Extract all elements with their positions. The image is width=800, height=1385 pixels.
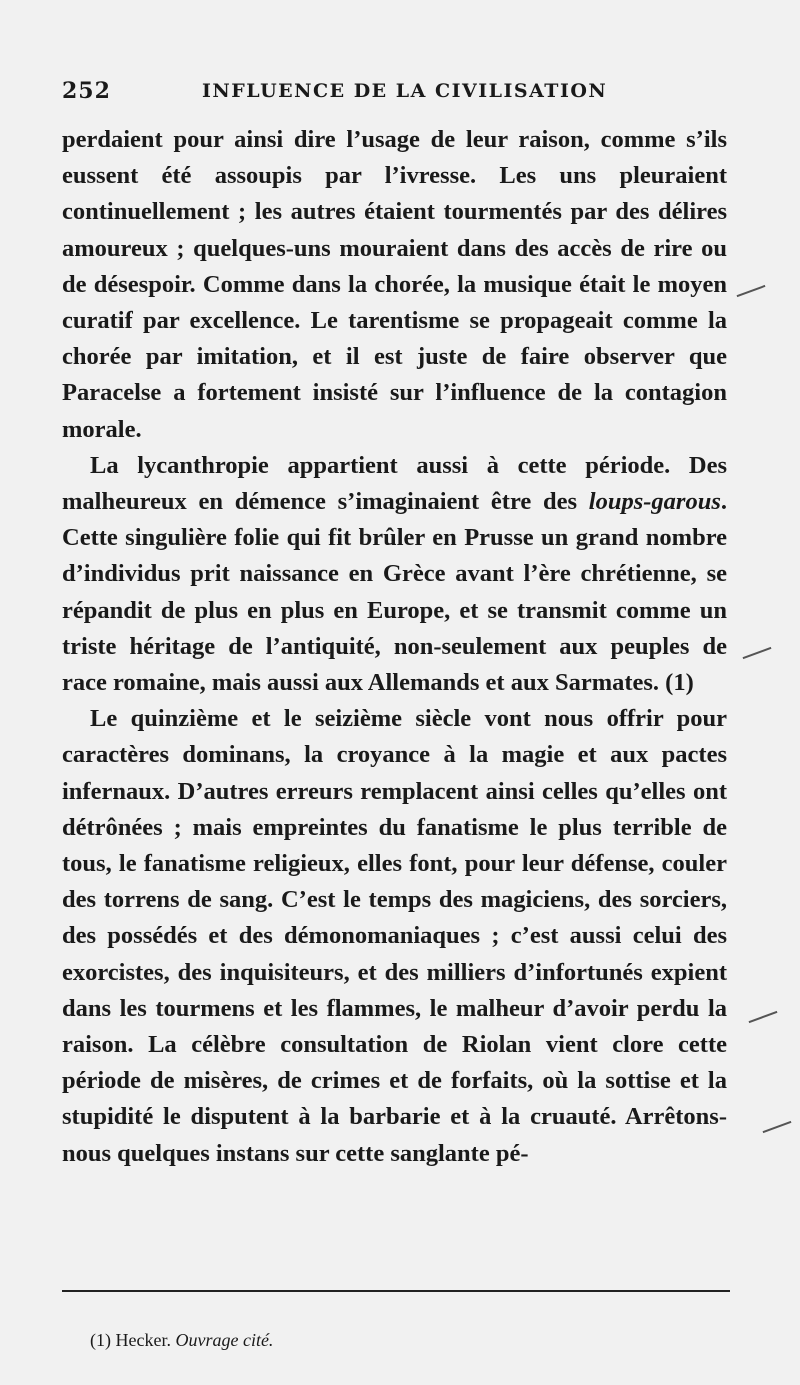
- paragraph-2-text-after: . Cette singulière folie qui fit brûler en Prusse un grand nombre d’individus prit naissance en Grèce avant l’ère chrétienne, se répandit de plus en plus en Europe, et se transmit comme un triste héritage de l’antiquité, non-seulement aux peuples de race romaine, mais aussi aux Allemands et aux Sarmates. (1): [62, 488, 727, 697]
- paragraph-1: [62, 122, 727, 448]
- margin-mark-2: [743, 647, 772, 659]
- body-text: [62, 122, 727, 1172]
- paragraph-3-text: Le quinzième et le seizième siècle vont nous offrir pour caractères dominans, la croyance à la magie et aux pactes infernaux. D’autres erreurs remplacent ainsi celles qu’elles ont détrônées ; mais empreintes du fanatisme le plus terrible de tous, le fanatisme religieux, elles font, pour leur défense, couler des torrens de sang. C’est le temps des magiciens, des sorciers, des possédés et des démonomaniaques ; c’est aussi celui des exorcistes, des inquisiteurs, et des milliers d’infortunés expient dans les tourmens et les flammes, le malheur d’avoir perdu la raison. La célèbre consultation de Riolan vient clore cette période de misères, de crimes et de forfaits, où la sottise et la stupidité le disputent à la barbarie et à la cruauté. Arrêtons-nous quelques instans sur cette sanglante pé-: [62, 705, 727, 1167]
- footnote: [90, 1330, 273, 1351]
- footnote-rule: [62, 1290, 730, 1292]
- footnote-work: Ouvrage cité.: [175, 1330, 274, 1350]
- footnote-marker: (1): [90, 1330, 111, 1350]
- margin-mark-1: [737, 285, 766, 297]
- margin-mark-4: [763, 1121, 792, 1133]
- running-head: [62, 78, 732, 108]
- paragraph-2: [62, 448, 727, 701]
- paragraph-3: [62, 701, 727, 1172]
- paragraph-2-emphasis: loups-garous: [588, 488, 721, 516]
- header-title: INFLUENCE DE LA CIVILISATION: [202, 80, 608, 102]
- page-number: 252: [62, 78, 111, 104]
- paragraph-2-text-before: La lycanthropie appartient aussi à cette période. Des malheureux en démence s’imaginaient être des: [62, 451, 727, 516]
- paragraph-1-text: perdaient pour ainsi dire l’usage de leur raison, comme s’ils eussent été assoupis par l’ivresse. Les uns pleuraient continuellement ; les autres étaient tourmentés par des délires amoureux ; quelques-uns mouraient dans des accès de rire ou de désespoir. Comme dans la chorée, la musique était le moyen curatif par excellence. Le tarentisme se propageait comme la chorée par imitation, et il est juste de faire observer que Paracelse a fortement insisté sur l’influence de la contagion morale.: [62, 126, 727, 443]
- margin-mark-3: [749, 1011, 778, 1023]
- footnote-author: Hecker.: [115, 1330, 171, 1350]
